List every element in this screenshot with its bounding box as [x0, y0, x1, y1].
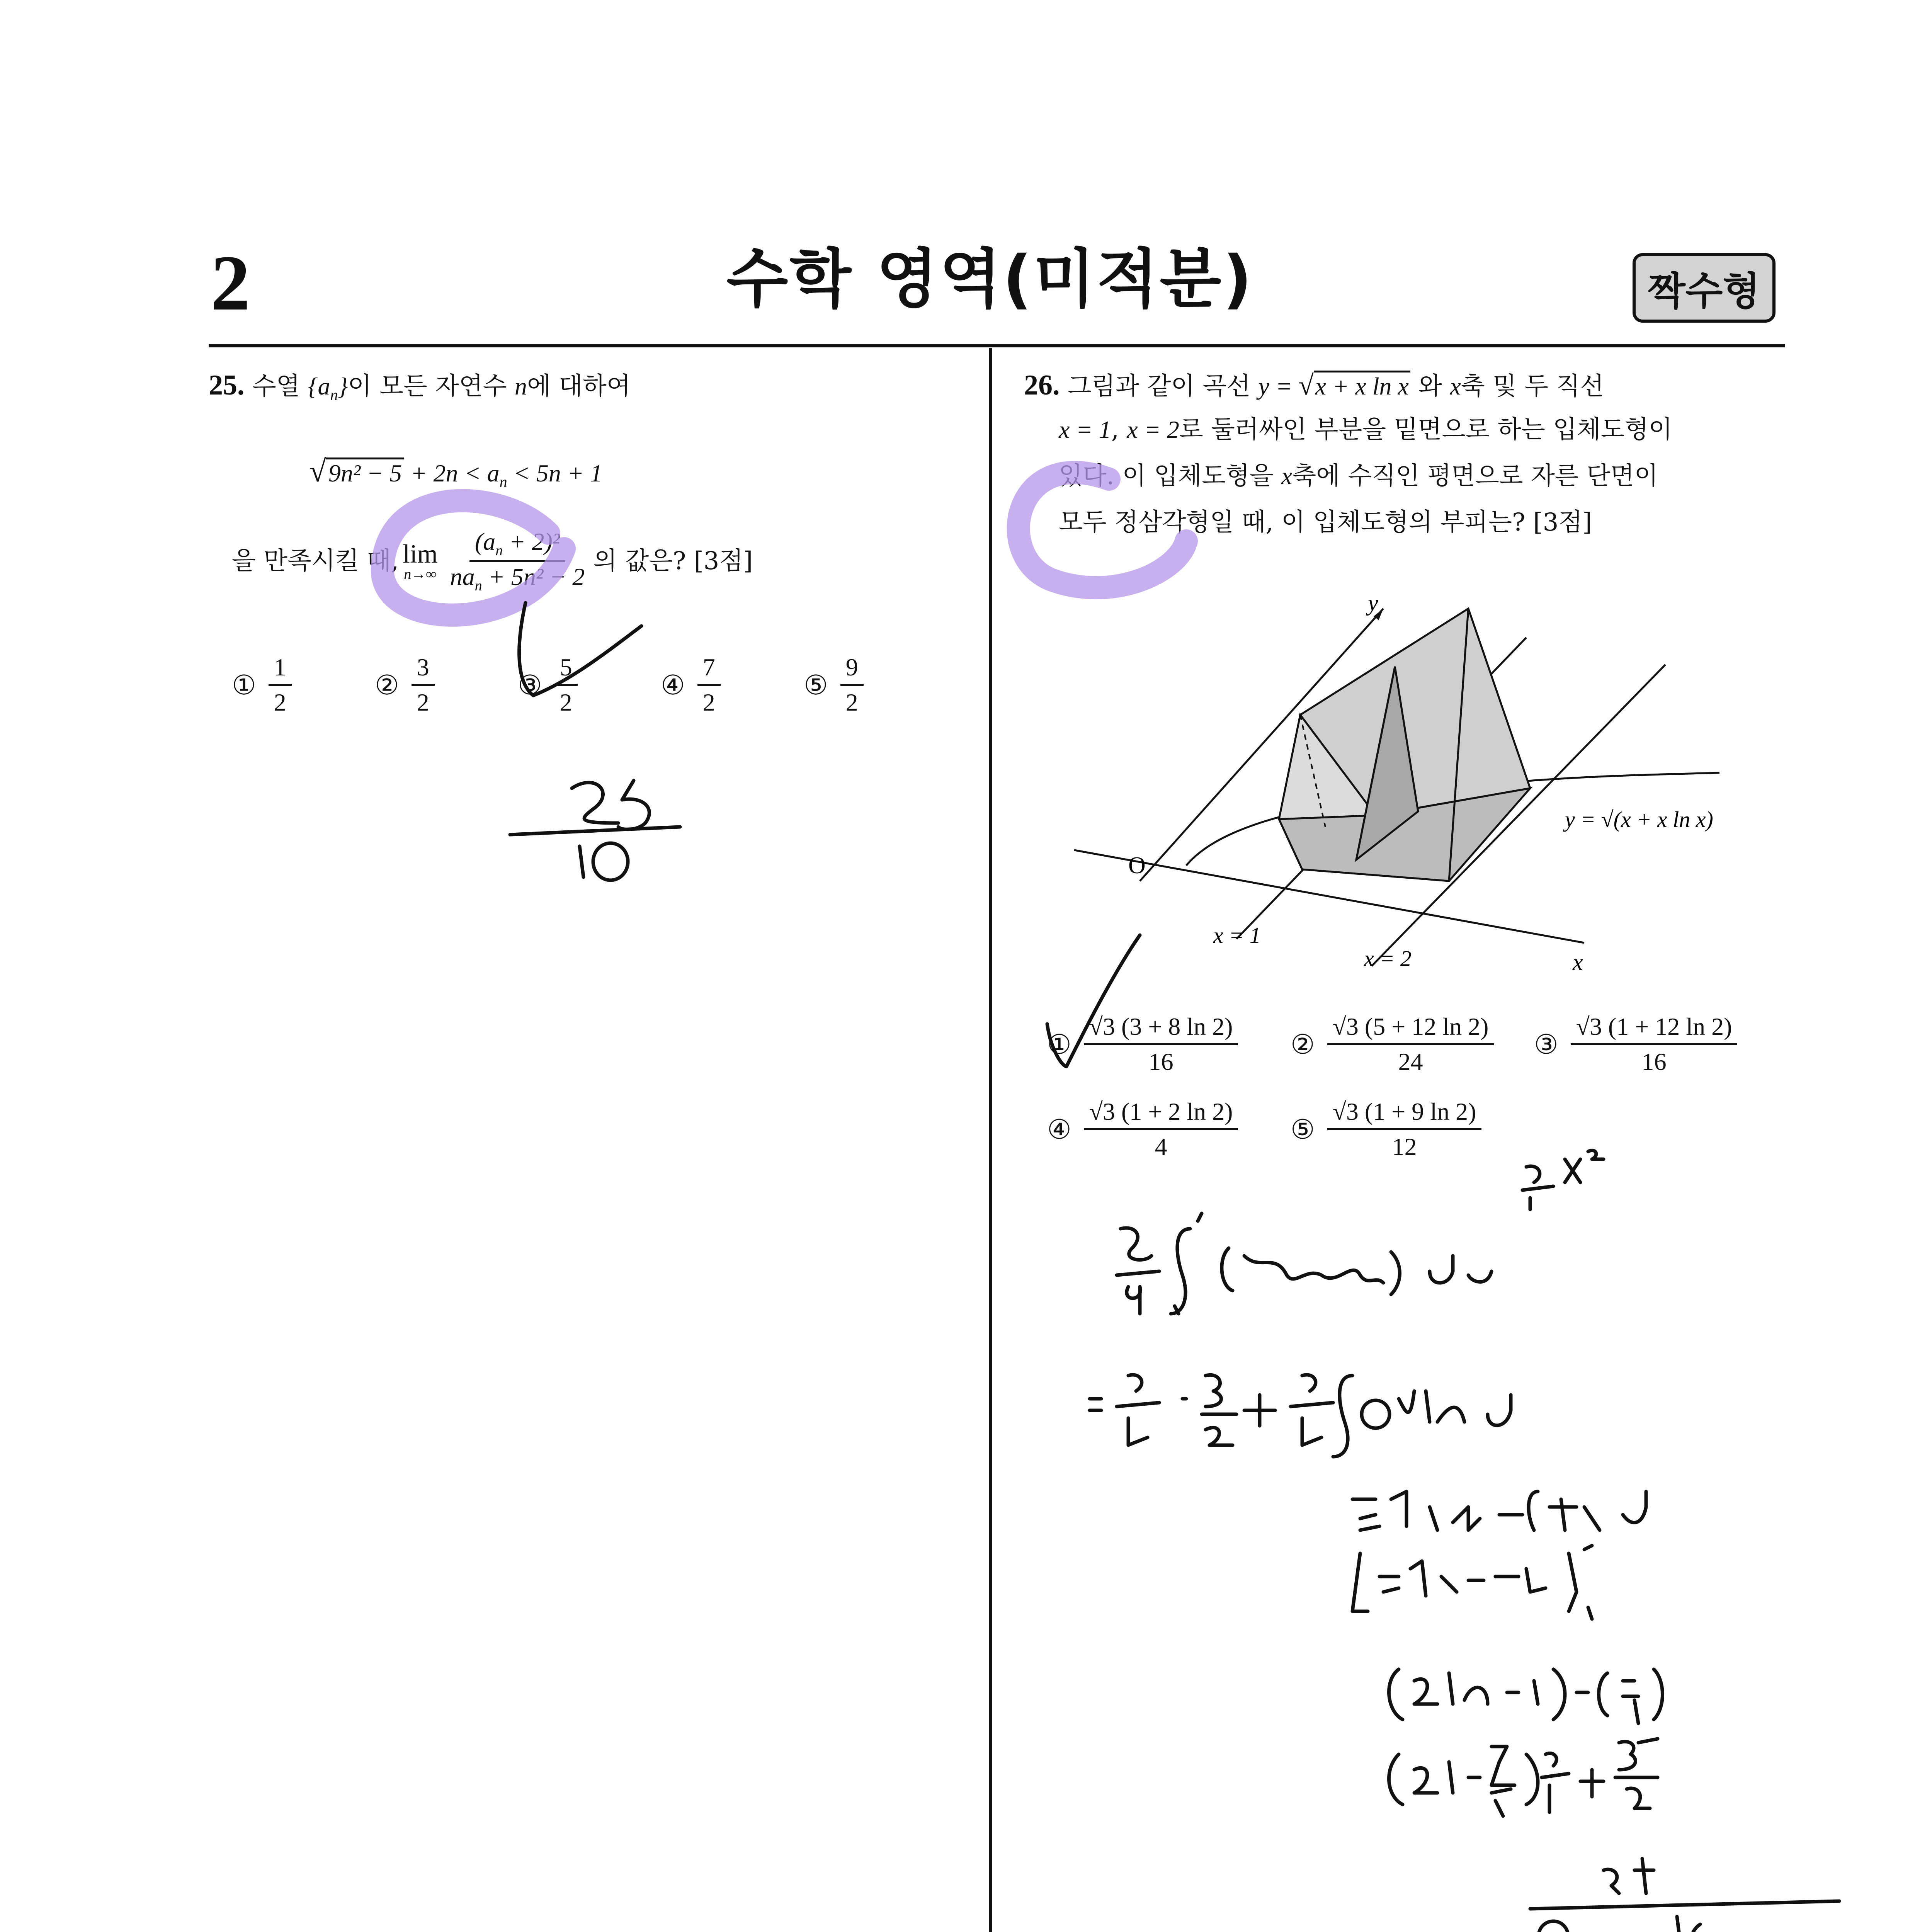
choice-den: 16 [1148, 1048, 1173, 1075]
choice-mark: ⑤ [1291, 1113, 1315, 1145]
choice-num: √3 (3 + 8 ln 2) [1084, 1012, 1238, 1045]
q25-frac-num-end: + 2)² [503, 528, 560, 555]
choice-mark: ① [1047, 1028, 1071, 1060]
work-final-denominator-16 [1677, 1917, 1710, 1932]
q26-line1-y: y = [1258, 372, 1299, 400]
work-final-numerator [1530, 1859, 1839, 1909]
q26-number: 26. [1024, 369, 1060, 401]
work-dx-1 [1430, 1256, 1492, 1283]
q26-line2-a: x = 1 [1059, 416, 1111, 443]
choice-mark: ③ [1534, 1028, 1558, 1060]
q26-line1-rad: x + x ln x [1314, 371, 1410, 400]
checkmark-q26 [1047, 935, 1140, 1066]
q26-line-1: 26. 그림과 같이 곡선 y = √x + x ln x 와 x축 및 두 직선 [1024, 369, 1604, 401]
q26-line1-pre: 그림과 같이 곡선 [1067, 372, 1259, 401]
x-axis-label: x [1573, 949, 1583, 974]
choice-num: √3 (5 + 12 ln 2) [1327, 1012, 1494, 1045]
q25-lim: lim [402, 539, 438, 569]
q25-intro-end: 에 대하여 [527, 372, 631, 401]
q26-line3-pre: 있다. 이 입체도형을 [1059, 462, 1281, 490]
q25-ineq-end: < 5n + 1 [507, 459, 603, 487]
q26-line-4: 모두 정삼각형일 때, 이 입체도형의 부피는? [3점] [1059, 508, 1592, 537]
choice-num: 7 [697, 653, 721, 686]
work-evaluated-values [1389, 1669, 1663, 1723]
q26-line1-end: 축 및 두 직선 [1461, 372, 1604, 401]
q25-frac-num: (a [474, 528, 496, 555]
choice-num: 5 [554, 653, 578, 686]
work-bracket-evaluation [1352, 1546, 1592, 1619]
q25-number: 25. [209, 369, 245, 401]
origin-label: O [1128, 852, 1146, 879]
choice-num: √3 (1 + 9 ln 2) [1327, 1097, 1482, 1130]
checkmark-q25 [519, 603, 641, 696]
choice-den: 2 [560, 689, 572, 716]
choice-den: 2 [845, 689, 858, 716]
curve-label: y = √(x + x ln x) [1565, 807, 1713, 832]
choice-den: 2 [274, 689, 286, 716]
handwritten-working [1090, 1150, 1839, 1932]
choice-num: √3 (1 + 2 ln 2) [1084, 1097, 1238, 1130]
q25-frac-num-sub: n [495, 542, 503, 559]
y-axis-label: y [1368, 590, 1378, 616]
choice-num: √3 (1 + 12 ln 2) [1571, 1012, 1738, 1045]
q25-frac-den-sub: n [474, 577, 482, 594]
work-combined [1389, 1739, 1658, 1816]
q25-seq: {a [308, 372, 330, 400]
q25-frac-den: na [450, 563, 475, 590]
choice-num: 9 [840, 653, 864, 686]
q25-seq-close: } [338, 372, 348, 400]
choice-den: 4 [1155, 1133, 1167, 1160]
exam-type-badge: 짝수형 [1633, 253, 1776, 323]
work-root3-over-4 [1117, 1228, 1159, 1314]
q25-ineq-sub: n [499, 473, 507, 490]
choice-num: 1 [269, 653, 292, 686]
scribble-25-two [572, 782, 618, 823]
highlighter-mark-q25 [383, 501, 564, 615]
work-margin-note [1522, 1150, 1604, 1209]
work-three-halves [1182, 1375, 1236, 1445]
q26-line1-x: x [1450, 372, 1461, 400]
choice-mark: ② [1291, 1028, 1315, 1060]
q25-radicand: 9n² − 5 [326, 457, 404, 487]
q26-line2-b: , [1111, 415, 1127, 444]
work-plus [1244, 1395, 1275, 1426]
choice-den: 2 [417, 689, 429, 716]
q25-lim-sub: n→∞ [404, 566, 437, 583]
work-root3-over-4-b [1117, 1375, 1159, 1445]
work-integral-2 [1333, 1376, 1352, 1457]
q26-line2-c: x = 2 [1127, 416, 1179, 443]
work-circled-term [1362, 1400, 1389, 1428]
q25-seq-sub: n [330, 386, 338, 403]
q26-line1-post: 와 [1410, 372, 1450, 401]
q25-frac-den-end: + 5n² − 2 [482, 563, 585, 590]
work-integral-1 [1171, 1213, 1202, 1314]
choice-mark: ④ [1047, 1113, 1071, 1145]
choice-mark: ④ [661, 669, 685, 701]
q25-intro-text: 수열 [252, 372, 308, 401]
choice-den: 24 [1398, 1048, 1423, 1075]
work-root3-over-4-c [1291, 1375, 1333, 1445]
highlighter-mark-q26 [1019, 473, 1186, 588]
work-integrand-1 [1222, 1248, 1400, 1294]
choice-mark: ③ [518, 669, 542, 701]
q25-intro-text-2: 이 모든 자연수 [348, 372, 515, 401]
x1-label: x = 1 [1213, 923, 1261, 948]
scribble-10-one [580, 846, 583, 877]
choice-mark: ② [375, 669, 399, 701]
q25-cond-pre: 을 만족시킬 때, [232, 547, 399, 576]
choice-den: 12 [1392, 1133, 1417, 1160]
x2-label: x = 2 [1364, 946, 1412, 971]
q25-n: n [515, 372, 527, 400]
choice-den: 16 [1641, 1048, 1667, 1075]
scribble-fraction-bar [510, 827, 680, 835]
scribble-25-five [618, 781, 649, 830]
choice-den: 2 [702, 689, 715, 716]
work-x-ln-x-dx [1399, 1391, 1511, 1425]
q25-ineq-mid: + 2n < a [404, 459, 500, 487]
work-equals [1090, 1399, 1101, 1410]
q26-line2-end: 로 둘러싸인 부분을 밑면으로 하는 입체도형이 [1179, 415, 1673, 444]
choice-mark: ⑤ [804, 669, 828, 701]
page-title: 수학 영역(미적분) [726, 242, 1253, 316]
choice-mark: ① [232, 669, 256, 701]
q25-inequality: $√9n^2 - 5 + 2n < a_n < 5n + 1$ [309, 454, 603, 490]
q26-line3-end: 축에 수직인 평면으로 자른 단면이 [1292, 462, 1658, 490]
q25-cond-post: 의 값은? [3점] [593, 547, 753, 576]
page-number: 2 [211, 239, 250, 327]
work-integration-by-parts [1352, 1492, 1646, 1530]
choice-num: 3 [412, 653, 435, 686]
scribble-10-zero [593, 843, 628, 880]
work-final-circled [1539, 1921, 1568, 1932]
q26-line3-x: x [1281, 462, 1293, 490]
